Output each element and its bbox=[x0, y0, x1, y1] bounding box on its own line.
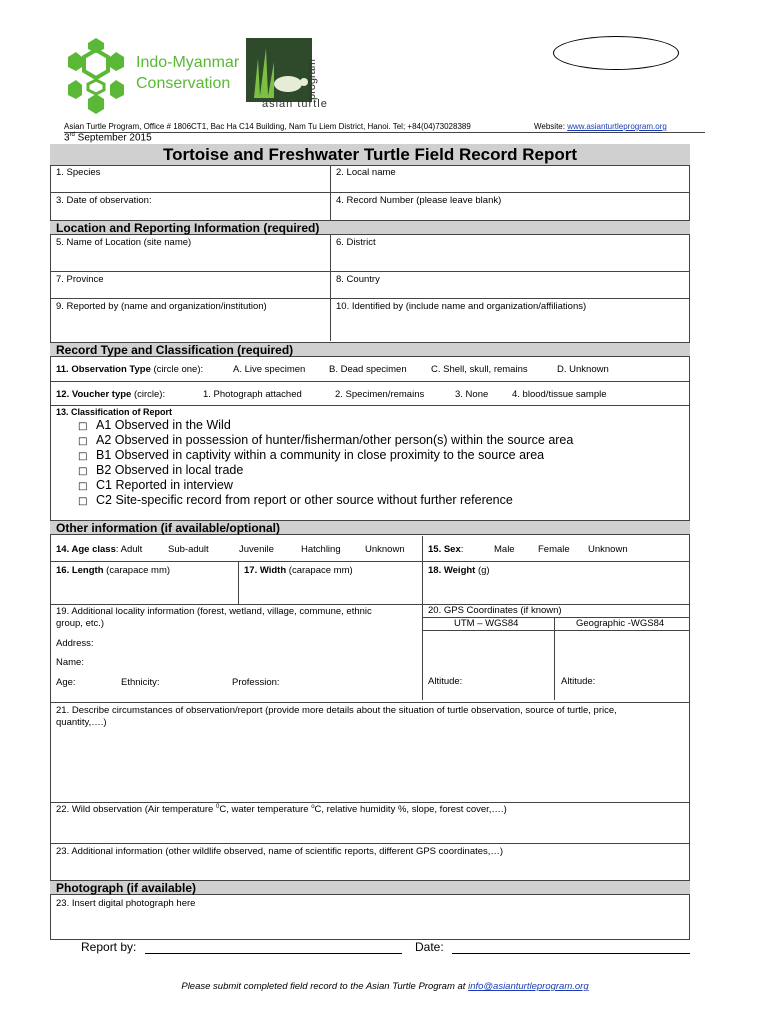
weight-unit: (g) bbox=[475, 565, 490, 576]
atp-word-asian-turtle: asian turtle bbox=[262, 98, 328, 110]
class-item[interactable] bbox=[78, 493, 513, 507]
wild-deg1: 0 bbox=[215, 804, 220, 810]
form-frame bbox=[50, 144, 690, 940]
describe-line1[interactable]: 21. Describe circumstances of observation/report (provide more details about the situation of turtle observation, source of turtle, price, bbox=[56, 705, 617, 716]
field-record-number[interactable]: 4. Record Number (please leave blank) bbox=[336, 195, 502, 206]
sex-label bbox=[428, 544, 463, 555]
voucher-hint: (circle): bbox=[131, 389, 166, 400]
date-line[interactable] bbox=[452, 953, 690, 954]
submit-text: Please submit completed field record to the Asian Turtle Program at bbox=[181, 981, 469, 992]
row-rule bbox=[50, 381, 690, 382]
header-date bbox=[64, 132, 152, 143]
checkbox-icon[interactable]: □ bbox=[78, 421, 88, 432]
col-rule bbox=[238, 561, 239, 604]
row-rule bbox=[50, 802, 690, 803]
class-item-label: C1 Reported in interview bbox=[96, 478, 233, 492]
imc-turtle-icon bbox=[60, 36, 132, 116]
describe-line2: quantity,….) bbox=[56, 717, 107, 728]
name-label[interactable]: Name: bbox=[56, 657, 84, 668]
field-reported-by[interactable]: 9. Reported by (name and organization/institution) bbox=[56, 301, 267, 312]
field-species[interactable]: 1. Species bbox=[56, 167, 101, 178]
class-item[interactable] bbox=[78, 478, 233, 492]
field-country[interactable]: 8. Country bbox=[336, 274, 380, 285]
sex-option[interactable]: Unknown bbox=[588, 544, 628, 555]
report-by-line[interactable] bbox=[145, 953, 402, 954]
obs-option[interactable]: C. Shell, skull, remains bbox=[431, 364, 528, 375]
age-option[interactable]: Sub-adult bbox=[168, 544, 209, 555]
checkbox-icon[interactable]: □ bbox=[78, 466, 88, 477]
age-class-label bbox=[56, 544, 142, 555]
age-option[interactable]: : Adult bbox=[115, 544, 143, 555]
col-rule bbox=[330, 235, 331, 341]
sex-title: 15. Sex bbox=[428, 544, 461, 555]
email-link[interactable]: info@asianturtleprogram.org bbox=[468, 981, 589, 992]
width-label[interactable] bbox=[244, 565, 353, 576]
locality-line2: group, etc.) bbox=[56, 618, 105, 629]
row-rule bbox=[50, 405, 690, 406]
atp-word-program: program bbox=[306, 59, 318, 100]
field-province[interactable]: 7. Province bbox=[56, 274, 104, 285]
row-rule bbox=[50, 561, 690, 562]
class-item-label: A2 Observed in possession of hunter/fisherman/other person(s) within the source area bbox=[96, 433, 574, 447]
age-option[interactable]: Juvenile bbox=[239, 544, 274, 555]
locality-line1[interactable]: 19. Additional locality information (forest, wetland, village, commune, ethnic bbox=[56, 606, 372, 617]
row-rule bbox=[50, 192, 690, 193]
imc-name-line1: Indo-Myanmar bbox=[136, 54, 240, 71]
altitude-geographic[interactable]: Altitude: bbox=[561, 676, 596, 687]
age-class-title: 14. Age class bbox=[56, 544, 116, 555]
voucher-option[interactable]: 2. Specimen/remains bbox=[335, 389, 425, 400]
row-rule bbox=[50, 604, 690, 605]
sex-option[interactable]: Male bbox=[494, 544, 515, 555]
weight-title: 18. Weight bbox=[428, 565, 476, 576]
class-item[interactable] bbox=[78, 433, 573, 447]
obs-option[interactable]: A. Live specimen bbox=[233, 364, 306, 375]
obs-type-label bbox=[56, 364, 203, 375]
gps-col-rule bbox=[554, 617, 555, 700]
obs-type-title: 11. Observation Type bbox=[56, 364, 151, 375]
field-date-obs[interactable]: 3. Date of observation: bbox=[56, 195, 152, 206]
voucher-option[interactable]: 4. blood/tissue sample bbox=[512, 389, 607, 400]
obs-option[interactable]: B. Dead specimen bbox=[329, 364, 407, 375]
checkbox-icon[interactable]: □ bbox=[78, 451, 88, 462]
weight-label[interactable] bbox=[428, 565, 490, 576]
row-rule bbox=[50, 702, 690, 703]
checkbox-icon[interactable]: □ bbox=[78, 436, 88, 447]
page-title: Tortoise and Freshwater Turtle Field Record Report bbox=[162, 145, 578, 164]
wild-mid: C, water temperature bbox=[219, 804, 312, 816]
voucher-option[interactable]: 3. None bbox=[455, 389, 489, 400]
voucher-type-label bbox=[56, 389, 165, 400]
wild-deg2: o bbox=[311, 804, 315, 810]
atp-turtle-icon bbox=[246, 38, 312, 102]
section-record-type: Record Type and Classification (required) bbox=[50, 342, 690, 357]
obs-option[interactable]: D. Unknown bbox=[557, 364, 609, 375]
wild-pre: 22. Wild observation (Air temperature bbox=[56, 804, 216, 816]
sex-colon: : bbox=[460, 544, 464, 555]
sex-option[interactable]: Female bbox=[538, 544, 570, 555]
length-label[interactable] bbox=[56, 565, 170, 576]
class-item[interactable] bbox=[78, 418, 231, 432]
length-unit: (carapace mm) bbox=[103, 565, 171, 576]
date-label: Date: bbox=[415, 940, 444, 954]
width-unit: (carapace mm) bbox=[286, 565, 353, 576]
geographic-label: Geographic -WGS84 bbox=[576, 618, 665, 629]
photo-insert[interactable]: 23. Insert digital photograph here bbox=[56, 898, 196, 909]
section-other: Other information (if available/optional) bbox=[50, 520, 690, 535]
field-local-name[interactable]: 2. Local name bbox=[336, 167, 396, 178]
class-item-label: B1 Observed in captivity within a community in close proximity to the source area bbox=[96, 448, 545, 462]
header-website bbox=[534, 122, 667, 131]
date-rest: September 2015 bbox=[74, 132, 152, 144]
date-sup: rd bbox=[69, 132, 75, 138]
gps-rule bbox=[422, 630, 690, 631]
header-rule bbox=[64, 132, 705, 133]
imc-name-line2: Conservation bbox=[136, 75, 231, 92]
address-label[interactable]: Address: bbox=[56, 638, 94, 649]
website-link[interactable]: www.asianturtleprogram.org bbox=[567, 122, 667, 131]
row-rule bbox=[50, 271, 690, 272]
class-item-label: B2 Observed in local trade bbox=[96, 463, 244, 477]
additional-info[interactable]: 23. Additional information (other wildlife observed, name of scientific reports, different GPS coordinates,…) bbox=[56, 846, 504, 857]
wild-observation[interactable] bbox=[56, 804, 507, 815]
age-option[interactable]: Unknown bbox=[365, 544, 405, 555]
ethnicity-label[interactable]: Ethnicity: bbox=[121, 677, 160, 688]
checkbox-icon[interactable]: □ bbox=[78, 496, 88, 507]
row-rule bbox=[50, 298, 690, 299]
submit-note bbox=[0, 981, 770, 992]
width-title: 17. Width bbox=[244, 565, 287, 576]
wild-post: C, relative humidity %, slope, forest cover,….) bbox=[314, 804, 507, 816]
class-item[interactable] bbox=[78, 448, 544, 462]
field-district[interactable]: 6. District bbox=[336, 237, 376, 248]
report-by-label: Report by: bbox=[81, 940, 137, 954]
atp-logo bbox=[246, 38, 312, 102]
stamp-oval bbox=[553, 36, 679, 70]
class-item[interactable] bbox=[78, 463, 243, 477]
col-rule bbox=[330, 165, 331, 220]
checkbox-icon[interactable]: □ bbox=[78, 481, 88, 492]
age-option[interactable]: Hatchling bbox=[301, 544, 341, 555]
utm-label: UTM – WGS84 bbox=[454, 618, 519, 629]
class-item-label: C2 Site-specific record from report or other source without further reference bbox=[96, 493, 513, 507]
profession-label[interactable]: Profession: bbox=[232, 677, 280, 688]
classification-label: 13. Classification of Report bbox=[56, 407, 173, 417]
section-photo: Photograph (if available) bbox=[50, 880, 690, 895]
altitude-utm[interactable]: Altitude: bbox=[428, 676, 463, 687]
class-item-label: A1 Observed in the Wild bbox=[96, 418, 231, 432]
length-title: 16. Length bbox=[56, 565, 104, 576]
row-rule bbox=[50, 843, 690, 844]
voucher-option[interactable]: 1. Photograph attached bbox=[203, 389, 302, 400]
section-location: Location and Reporting Information (required) bbox=[50, 220, 690, 235]
date-day: 3 bbox=[64, 132, 70, 144]
obs-type-hint: (circle one): bbox=[150, 364, 204, 375]
voucher-title: 12. Voucher type bbox=[56, 389, 132, 400]
field-site[interactable]: 5. Name of Location (site name) bbox=[56, 237, 192, 248]
gps-label: 20. GPS Coordinates (if known) bbox=[428, 605, 562, 616]
header-address: Asian Turtle Program, Office # 1806CT1, Bac Ha C14 Building, Nam Tu Liem District, Hanoi. Tel; +84(04)73028389 bbox=[64, 122, 471, 131]
imc-logo bbox=[60, 36, 132, 116]
website-label: Website: bbox=[534, 122, 568, 131]
age-label[interactable]: Age: bbox=[56, 677, 76, 688]
field-identified-by[interactable]: 10. Identified by (include name and organization/affiliations) bbox=[336, 301, 587, 312]
